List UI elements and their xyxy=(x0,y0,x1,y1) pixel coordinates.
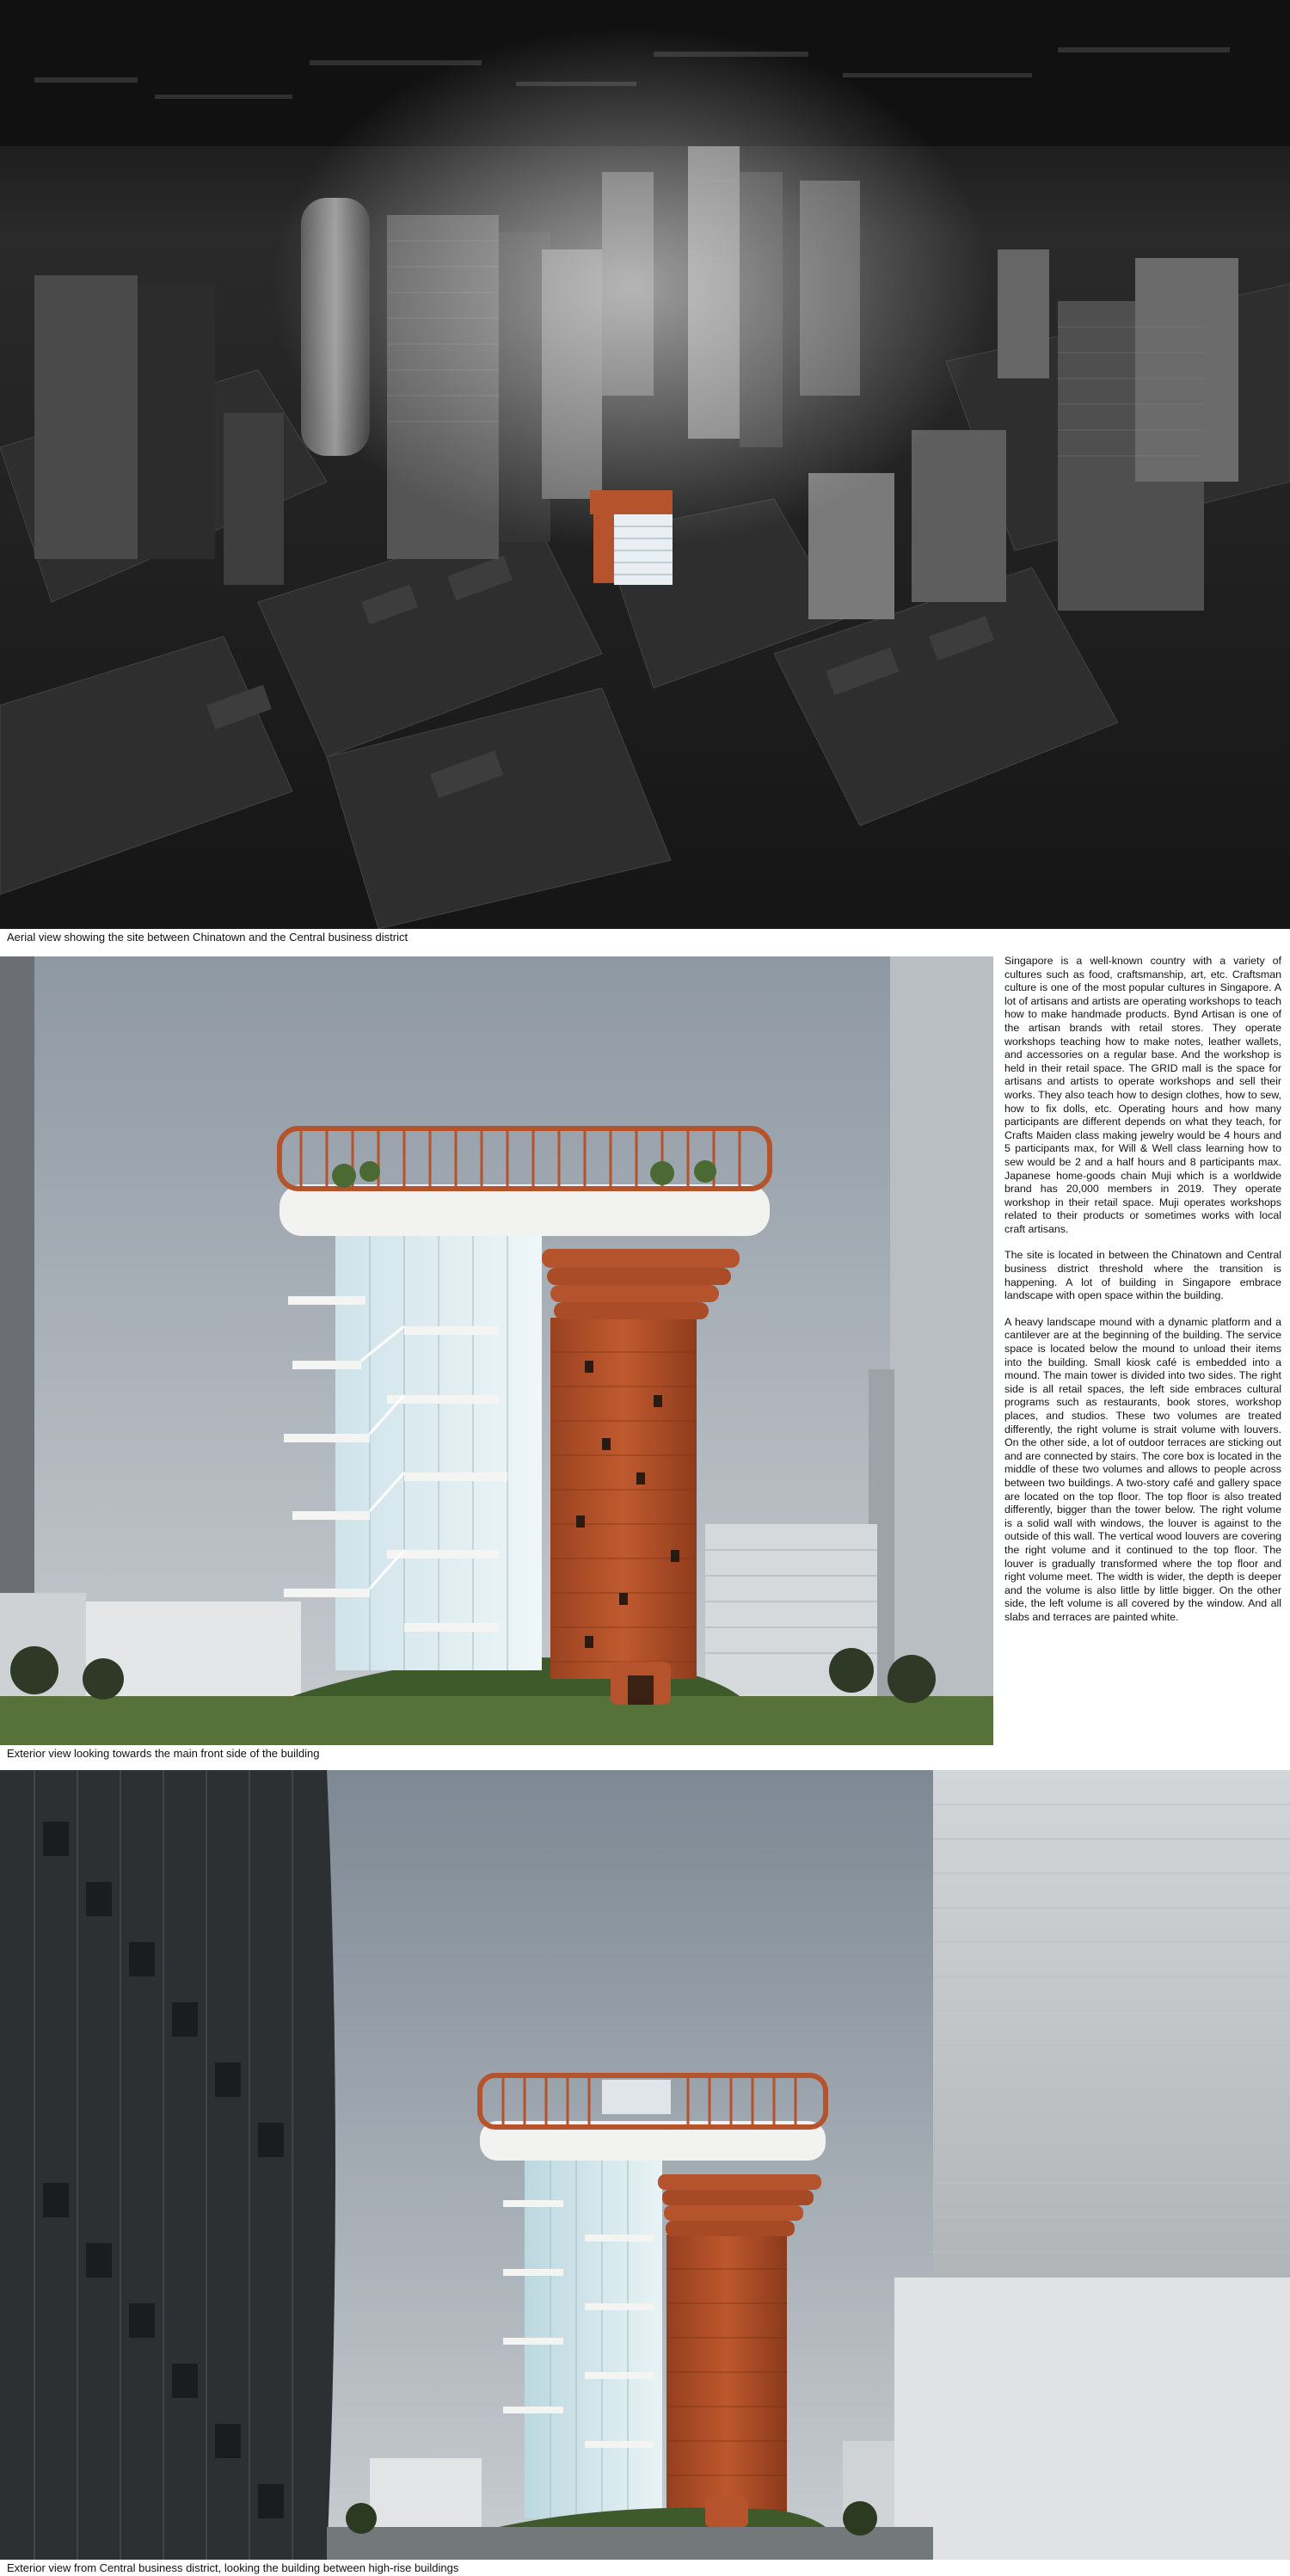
aerial-view-image xyxy=(0,0,1290,929)
aerial-render xyxy=(0,0,1290,929)
description-paragraph-1: Singapore is a well-known country with a variety of cultures such as food, craftsmanship, art, etc. Craftsman culture is one of the most popular cultures in Singapore. A lot of artisans and artists are operating workshops to teach how to make handmade products. Bynd Artisan is one of the artisan brands with retail stores. They operate workshops teaching how to make notes, leather wallets, and accessories on a regular base. And the workshop is held in their retail space. The GRID mall is the space for artisans and artists to operate workshops and sell their works. They also teach how to design clothes, how to sew, how to fix dolls, etc. Operating hours and how many participants are different depends on what they teach, for Crafts Maiden class making jewelry would be 4 hours and 5 participants max, for Will & Well class learning how to sew would be 2 and a half hours and 8 participants max. Japanese home-goods chain Muji which is a worldwide brand has 20,000 members in 2019. They operate workshop in their retail space. Muji operates workshops related to their products or sometimes works with local craft artisans. xyxy=(1004,955,1281,1235)
front-render xyxy=(0,956,993,1745)
front-caption: Exterior view looking towards the main front side of the building xyxy=(7,1747,320,1760)
cbd-view-image xyxy=(0,1770,1290,2560)
description-paragraph-2: The site is located in between the Chinatown and Central business district threshold where the transition is happening. A lot of building in Singapore embrace landscape with open space within the building. xyxy=(1004,1249,1281,1302)
site-building-highlight xyxy=(590,490,673,585)
description-paragraph-3: A heavy landscape mound with a dynamic platform and a cantilever are at the beginning of the building. The service space is located below the mound to unload their items into the building. Small kiosk café is embedded into a mound. The main tower is divided into two sides. The right side is all retail spaces, the left side embraces cultural programs such as restaurants, book stores, workshop places, and studios. These two volumes are treated differently, the right volume is strait volume with louvers. On the other side, a lot of outdoor terraces are sticking out and are connected by stairs. The core box is located in the middle of these two volumes and allows to people across between two buildings. A two-story café and gallery space are located on the top floor. The top floor is also treated differently, bigger than the tower below. The right volume is a solid wall with windows, the louver is against to the outside of this wall. The vertical wood louvers are covering the right volume and it continued to the top floor. The louver is gradually transformed where the top floor and right volume meet. The width is wider, the depth is deeper and the volume is also little by little bigger. On the other side, the left volume is all covered by the window. And all slabs and terraces are painted white. xyxy=(1004,1315,1281,1623)
aerial-caption: Aerial view showing the site between Chinatown and the Central business district xyxy=(7,931,408,944)
cbd-caption: Exterior view from Central business district, looking the building between high-rise buildings xyxy=(7,2561,459,2574)
front-view-image xyxy=(0,956,993,1745)
cbd-render xyxy=(0,1770,1290,2560)
project-description xyxy=(1004,955,1281,1638)
